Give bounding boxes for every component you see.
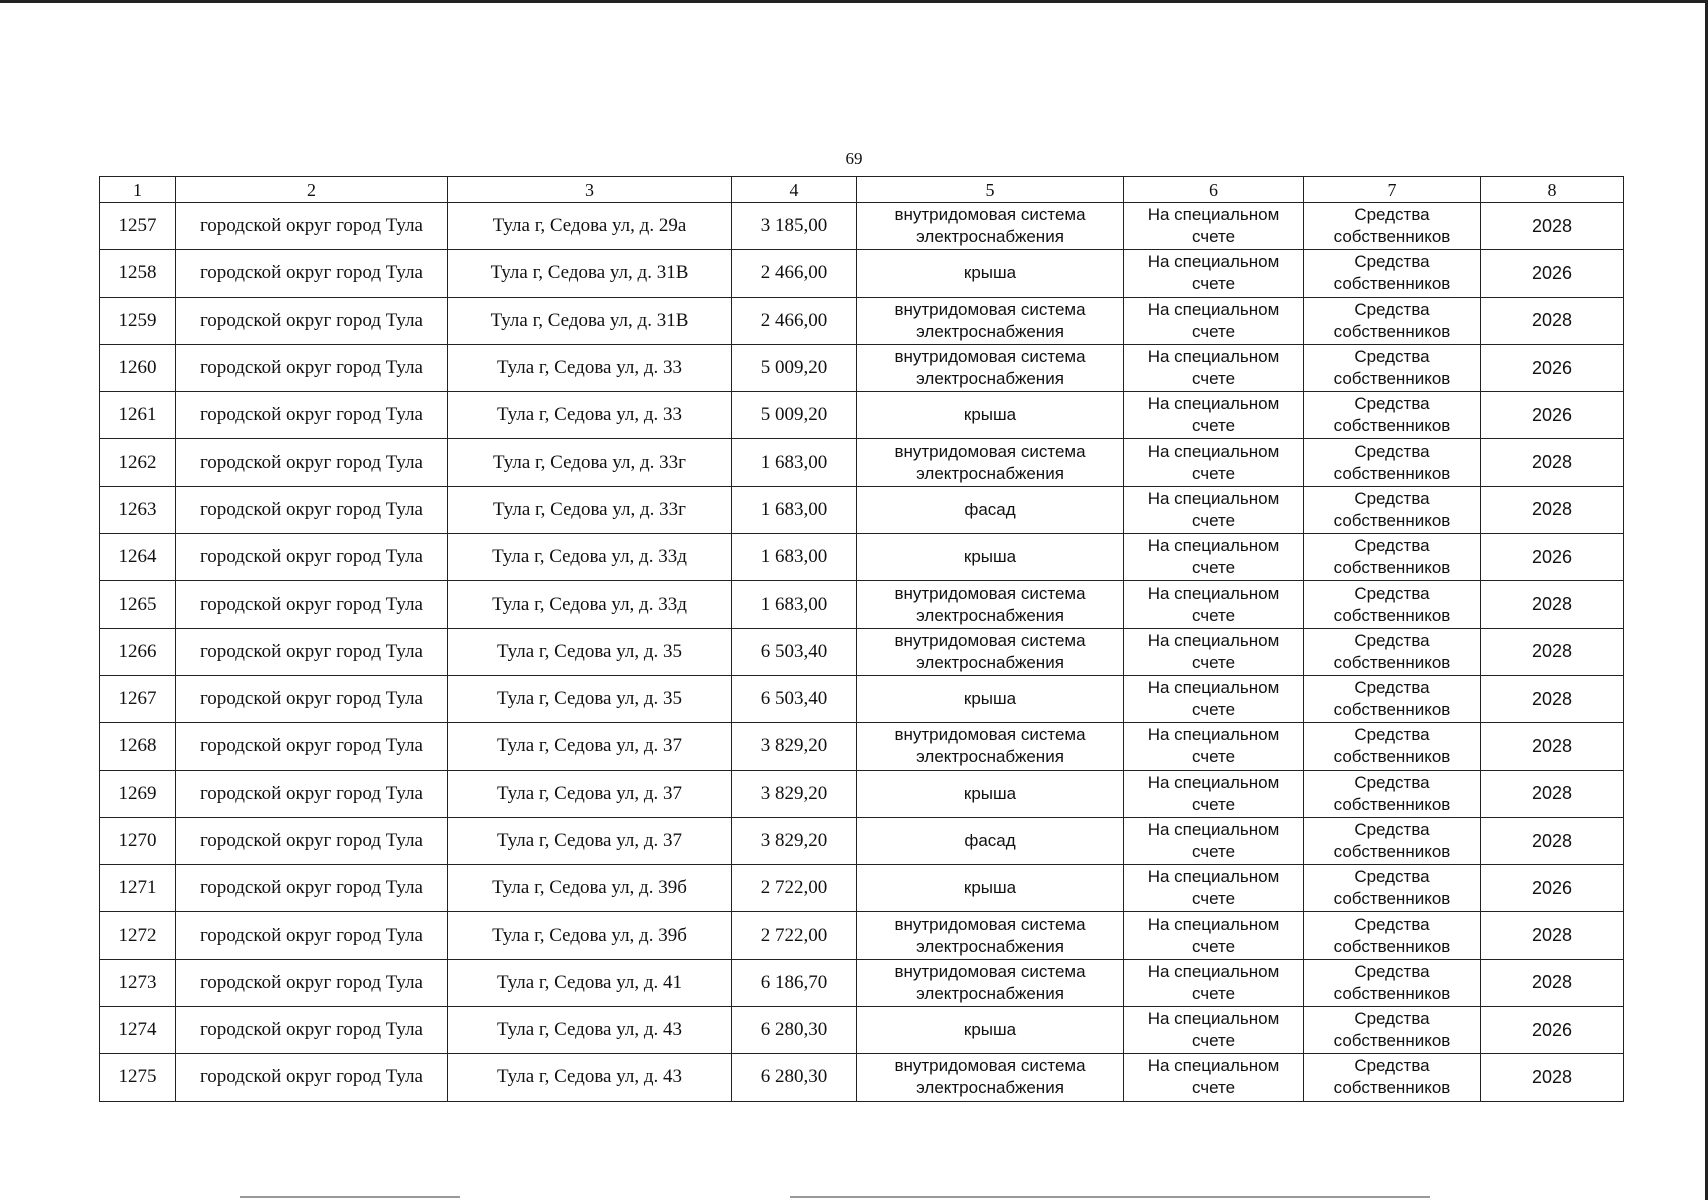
address-cell: Тула г, Седова ул, д. 35 [448,675,732,722]
work-type-cell-line: крыша [963,689,1017,709]
work-type-cell [857,817,1124,864]
capital-repair-table [99,176,1624,1102]
account-type-cell [1124,439,1304,486]
account-type-cell-line: На специальном [1147,252,1280,272]
work-type-cell-line: электроснабжения [916,936,1064,956]
table-row [100,675,1624,722]
account-type-cell [1124,203,1304,250]
table-row [100,1007,1624,1054]
funding-source-cell-line: Средства [1354,583,1430,603]
area-cost-cell: 2 722,00 [732,912,857,959]
address-cell: Тула г, Седова ул, д. 31В [448,250,732,297]
account-type-cell-line: На специальном [1147,914,1280,934]
row-number: 1272 [100,912,176,959]
work-type-cell-line: фасад [964,499,1016,519]
account-type-cell-line: счете [1191,794,1236,814]
work-type-cell-line: крыша [963,405,1017,425]
municipality-cell: городской округ город Тула [176,1054,448,1101]
area-cost-cell: 3 829,20 [732,770,857,817]
work-type-cell [857,203,1124,250]
row-number: 1257 [100,203,176,250]
funding-source-cell-line: Средства [1354,914,1430,934]
funding-source-cell-line: Средства [1354,1009,1430,1029]
work-type-cell-line: электроснабжения [916,463,1064,483]
page-edge-top [0,0,1708,3]
account-type-cell-line: На специальном [1147,299,1280,319]
account-type-cell-line: счете [1191,369,1236,389]
funding-source-cell [1304,392,1481,439]
funding-source-cell-line: собственников [1333,652,1451,672]
municipality-cell: городской округ город Тула [176,534,448,581]
row-number: 1273 [100,959,176,1006]
area-cost-cell: 5 009,20 [732,392,857,439]
work-type-cell-line: электроснабжения [916,605,1064,625]
column-header: 4 [732,177,857,203]
table-row [100,865,1624,912]
year-cell: 2028 [1481,486,1624,533]
funding-source-cell-line: собственников [1333,889,1451,909]
address-cell: Тула г, Седова ул, д. 43 [448,1007,732,1054]
address-cell: Тула г, Седова ул, д. 43 [448,1054,732,1101]
funding-source-cell [1304,203,1481,250]
table-row [100,392,1624,439]
table-row [100,344,1624,391]
funding-source-cell-line: собственников [1333,274,1451,294]
column-header: 2 [176,177,448,203]
municipality-cell: городской округ город Тула [176,865,448,912]
funding-source-cell-line: собственников [1333,842,1451,861]
account-type-cell [1124,1007,1304,1054]
municipality-cell: городской округ город Тула [176,912,448,959]
municipality-cell: городской округ город Тула [176,959,448,1006]
funding-source-cell [1304,534,1481,581]
account-type-cell-line: На специальном [1147,1056,1280,1076]
page-number: 69 [845,149,863,168]
table-row [100,534,1624,581]
funding-source-cell [1304,723,1481,770]
funding-source-cell-line: Средства [1354,1056,1430,1076]
funding-source-cell-line: собственников [1333,227,1451,247]
area-cost-cell: 1 683,00 [732,581,857,628]
account-type-cell-line: На специальном [1147,725,1280,745]
account-type-cell-line: На специальном [1147,630,1280,650]
funding-source-cell-line: Средства [1354,488,1430,508]
account-type-cell-line: На специальном [1147,441,1280,461]
row-number: 1274 [100,1007,176,1054]
year-cell: 2028 [1481,723,1624,770]
year-cell: 2028 [1481,439,1624,486]
work-type-cell-line: крыша [963,1020,1017,1040]
work-type-cell-line: внутридомовая система [894,961,1086,981]
funding-source-cell-line: собственников [1333,983,1451,1003]
account-type-cell-line: счете [1191,227,1236,247]
account-type-cell-line: счете [1191,936,1236,956]
area-cost-cell: 6 280,30 [732,1054,857,1101]
work-type-cell-line: электроснабжения [916,321,1064,341]
year-cell: 2028 [1481,817,1624,864]
funding-source-cell-line: собственников [1333,321,1451,341]
address-cell: Тула г, Седова ул, д. 33г [448,439,732,486]
table-row [100,959,1624,1006]
funding-source-cell [1304,912,1481,959]
account-type-cell-line: На специальном [1147,867,1280,887]
row-number: 1258 [100,250,176,297]
funding-source-cell [1304,770,1481,817]
area-cost-cell: 3 829,20 [732,723,857,770]
row-number: 1270 [100,817,176,864]
work-type-cell [857,486,1124,533]
area-cost-cell: 2 722,00 [732,865,857,912]
work-type-cell [857,581,1124,628]
account-type-cell-line: На специальном [1147,820,1280,839]
row-number: 1271 [100,865,176,912]
row-number: 1260 [100,344,176,391]
account-type-cell [1124,817,1304,864]
municipality-cell: городской округ город Тула [176,1007,448,1054]
area-cost-cell: 6 280,30 [732,1007,857,1054]
work-type-cell [857,723,1124,770]
column-header: 1 [100,177,176,203]
account-type-cell [1124,250,1304,297]
address-cell: Тула г, Седова ул, д. 39б [448,912,732,959]
account-type-cell [1124,770,1304,817]
work-type-cell-line: электроснабжения [916,747,1064,767]
funding-source-cell-line: Средства [1354,725,1430,745]
address-cell: Тула г, Седова ул, д. 33 [448,344,732,391]
work-type-cell-line: внутридомовая система [894,205,1086,225]
account-type-cell-line: счете [1191,889,1236,909]
column-header: 6 [1124,177,1304,203]
account-type-cell [1124,486,1304,533]
table-row [100,628,1624,675]
address-cell: Тула г, Седова ул, д. 33 [448,392,732,439]
account-type-cell-line: счете [1191,558,1236,578]
work-type-cell [857,250,1124,297]
work-type-cell [857,959,1124,1006]
municipality-cell: городской округ город Тула [176,297,448,344]
account-type-cell [1124,959,1304,1006]
funding-source-cell-line: собственников [1333,369,1451,389]
area-cost-cell: 2 466,00 [732,297,857,344]
table-row [100,486,1624,533]
address-cell: Тула г, Седова ул, д. 39б [448,865,732,912]
account-type-cell-line: счете [1191,747,1236,767]
account-type-cell-line: счете [1191,416,1236,436]
municipality-cell: городской округ город Тула [176,723,448,770]
work-type-cell [857,912,1124,959]
work-type-cell-line: внутридомовая система [894,1056,1086,1076]
year-cell: 2028 [1481,675,1624,722]
table-row [100,297,1624,344]
area-cost-cell: 3 829,20 [732,817,857,864]
area-cost-cell: 6 186,70 [732,959,857,1006]
work-type-cell-line: фасад [964,831,1016,850]
work-type-cell-line: электроснабжения [916,1078,1064,1098]
municipality-cell: городской округ город Тула [176,392,448,439]
funding-source-cell-line: собственников [1333,463,1451,483]
account-type-cell-line: счете [1191,1078,1236,1098]
municipality-cell: городской округ город Тула [176,344,448,391]
funding-source-cell [1304,581,1481,628]
year-cell: 2026 [1481,344,1624,391]
address-cell: Тула г, Седова ул, д. 41 [448,959,732,1006]
column-header: 8 [1481,177,1624,203]
funding-source-cell-line: Средства [1354,299,1430,319]
account-type-cell [1124,392,1304,439]
work-type-cell-line: крыша [963,878,1017,898]
year-cell: 2028 [1481,581,1624,628]
address-cell: Тула г, Седова ул, д. 37 [448,770,732,817]
account-type-cell [1124,581,1304,628]
municipality-cell: городской округ город Тула [176,770,448,817]
funding-source-cell-line: Средства [1354,536,1430,556]
funding-source-cell [1304,959,1481,1006]
year-cell: 2028 [1481,297,1624,344]
year-cell: 2026 [1481,250,1624,297]
row-number: 1259 [100,297,176,344]
column-number-header-row [100,177,1624,203]
account-type-cell-line: На специальном [1147,961,1280,981]
area-cost-cell: 1 683,00 [732,534,857,581]
municipality-cell: городской округ город Тула [176,203,448,250]
address-cell: Тула г, Седова ул, д. 29а [448,203,732,250]
year-cell: 2028 [1481,770,1624,817]
address-cell: Тула г, Седова ул, д. 33д [448,581,732,628]
work-type-cell [857,297,1124,344]
row-number: 1265 [100,581,176,628]
address-cell: Тула г, Седова ул, д. 31В [448,297,732,344]
funding-source-cell-line: Средства [1354,347,1430,367]
account-type-cell-line: счете [1191,1031,1236,1051]
work-type-cell [857,628,1124,675]
account-type-cell-line: На специальном [1147,678,1280,698]
municipality-cell: городской округ город Тула [176,817,448,864]
account-type-cell-line: счете [1191,510,1236,530]
municipality-cell: городской округ город Тула [176,439,448,486]
year-cell: 2026 [1481,534,1624,581]
account-type-cell [1124,723,1304,770]
year-cell: 2028 [1481,628,1624,675]
year-cell: 2026 [1481,1007,1624,1054]
area-cost-cell: 1 683,00 [732,486,857,533]
area-cost-cell: 5 009,20 [732,344,857,391]
work-type-cell-line: крыша [963,547,1017,567]
row-number: 1261 [100,392,176,439]
year-cell: 2028 [1481,959,1624,1006]
column-header: 3 [448,177,732,203]
municipality-cell: городской округ город Тула [176,250,448,297]
area-cost-cell: 6 503,40 [732,628,857,675]
funding-source-cell-line: Средства [1354,820,1430,839]
row-number: 1268 [100,723,176,770]
account-type-cell [1124,912,1304,959]
year-cell: 2026 [1481,865,1624,912]
year-cell: 2028 [1481,203,1624,250]
column-header: 7 [1304,177,1481,203]
account-type-cell [1124,675,1304,722]
work-type-cell-line: крыша [963,783,1017,803]
address-cell: Тула г, Седова ул, д. 37 [448,723,732,770]
work-type-cell-line: электроснабжения [916,369,1064,389]
work-type-cell-line: внутридомовая система [894,583,1086,603]
work-type-cell-line: внутридомовая система [894,347,1086,367]
work-type-cell [857,392,1124,439]
funding-source-cell [1304,817,1481,864]
work-type-cell [857,439,1124,486]
municipality-cell: городской округ город Тула [176,628,448,675]
funding-source-cell-line: Средства [1354,867,1430,887]
funding-source-cell [1304,486,1481,533]
account-type-cell-line: На специальном [1147,394,1280,414]
account-type-cell-line: На специальном [1147,488,1280,508]
funding-source-cell-line: собственников [1333,936,1451,956]
table-row [100,723,1624,770]
address-cell: Тула г, Седова ул, д. 35 [448,628,732,675]
row-number: 1275 [100,1054,176,1101]
area-cost-cell: 3 185,00 [732,203,857,250]
work-type-cell [857,344,1124,391]
work-type-cell-line: электроснабжения [916,227,1064,247]
funding-source-cell [1304,675,1481,722]
funding-source-cell [1304,628,1481,675]
work-type-cell-line: электроснабжения [916,652,1064,672]
row-number: 1269 [100,770,176,817]
scan-artifact-line [790,1196,1430,1198]
row-number: 1263 [100,486,176,533]
address-cell: Тула г, Седова ул, д. 33д [448,534,732,581]
work-type-cell-line: внутридомовая система [894,725,1086,745]
funding-source-cell [1304,1007,1481,1054]
row-number: 1266 [100,628,176,675]
funding-source-cell-line: Средства [1354,394,1430,414]
account-type-cell-line: счете [1191,700,1236,720]
area-cost-cell: 2 466,00 [732,250,857,297]
address-cell: Тула г, Седова ул, д. 33г [448,486,732,533]
account-type-cell-line: счете [1191,274,1236,294]
table-row [100,581,1624,628]
funding-source-cell-line: собственников [1333,700,1451,720]
funding-source-cell [1304,865,1481,912]
table-row [100,770,1624,817]
table-row [100,439,1624,486]
funding-source-cell-line: Средства [1354,961,1430,981]
account-type-cell-line: На специальном [1147,1009,1280,1029]
funding-source-cell-line: Средства [1354,772,1430,792]
row-number: 1267 [100,675,176,722]
funding-source-cell-line: собственников [1333,605,1451,625]
funding-source-cell [1304,1054,1481,1101]
work-type-cell [857,1007,1124,1054]
account-type-cell [1124,297,1304,344]
account-type-cell-line: На специальном [1147,583,1280,603]
table-row [100,203,1624,250]
work-type-cell-line: крыша [963,263,1017,283]
table-row [100,912,1624,959]
work-type-cell [857,534,1124,581]
funding-source-cell-line: собственников [1333,794,1451,814]
funding-source-cell-line: собственников [1333,558,1451,578]
row-number: 1264 [100,534,176,581]
row-number: 1262 [100,439,176,486]
funding-source-cell [1304,297,1481,344]
funding-source-cell-line: собственников [1333,747,1451,767]
funding-source-cell [1304,250,1481,297]
year-cell: 2026 [1481,392,1624,439]
funding-source-cell-line: Средства [1354,205,1430,225]
account-type-cell-line: счете [1191,605,1236,625]
table-row [100,1054,1624,1101]
funding-source-cell-line: собственников [1333,510,1451,530]
work-type-cell [857,675,1124,722]
column-header: 5 [857,177,1124,203]
funding-source-cell-line: собственников [1333,1031,1451,1051]
account-type-cell-line: счете [1191,463,1236,483]
account-type-cell-line: счете [1191,842,1236,861]
work-type-cell-line: внутридомовая система [894,914,1086,934]
work-type-cell [857,1054,1124,1101]
work-type-cell-line: электроснабжения [916,983,1064,1003]
funding-source-cell-line: Средства [1354,630,1430,650]
funding-source-cell-line: Средства [1354,441,1430,461]
account-type-cell-line: счете [1191,321,1236,341]
work-type-cell [857,865,1124,912]
account-type-cell-line: На специальном [1147,772,1280,792]
municipality-cell: городской округ город Тула [176,675,448,722]
year-cell: 2028 [1481,912,1624,959]
account-type-cell [1124,1054,1304,1101]
funding-source-cell-line: собственников [1333,416,1451,436]
area-cost-cell: 6 503,40 [732,675,857,722]
work-type-cell-line: внутридомовая система [894,441,1086,461]
table-row [100,250,1624,297]
work-type-cell-line: внутридомовая система [894,299,1086,319]
funding-source-cell-line: Средства [1354,678,1430,698]
funding-source-cell-line: собственников [1333,1078,1451,1098]
account-type-cell-line: счете [1191,652,1236,672]
account-type-cell-line: счете [1191,983,1236,1003]
scan-artifact-line [240,1196,460,1198]
account-type-cell-line: На специальном [1147,347,1280,367]
account-type-cell [1124,534,1304,581]
municipality-cell: городской округ город Тула [176,486,448,533]
table-row [100,817,1624,864]
work-type-cell-line: внутридомовая система [894,630,1086,650]
work-type-cell [857,770,1124,817]
funding-source-cell-line: Средства [1354,252,1430,272]
address-cell: Тула г, Седова ул, д. 37 [448,817,732,864]
account-type-cell [1124,344,1304,391]
year-cell: 2028 [1481,1054,1624,1101]
funding-source-cell [1304,344,1481,391]
funding-source-cell [1304,439,1481,486]
area-cost-cell: 1 683,00 [732,439,857,486]
account-type-cell-line: На специальном [1147,536,1280,556]
account-type-cell [1124,865,1304,912]
municipality-cell: городской округ город Тула [176,581,448,628]
account-type-cell-line: На специальном [1147,205,1280,225]
account-type-cell [1124,628,1304,675]
